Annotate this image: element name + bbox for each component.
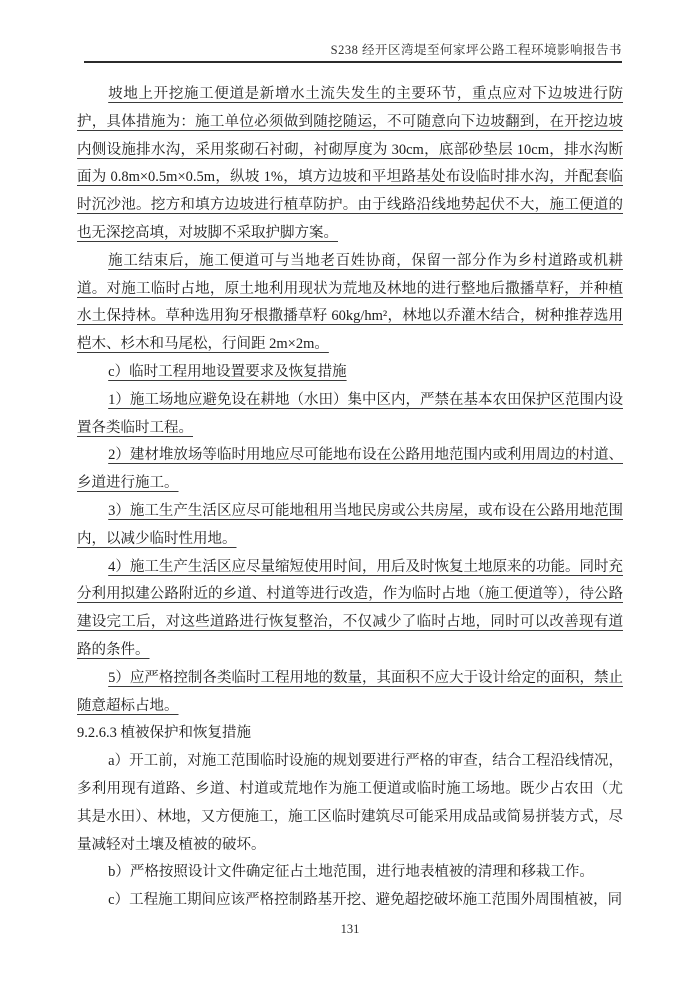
paragraph: c）临时工程用地设置要求及恢复措施 (108, 363, 347, 380)
paragraph: 5）应严格控制各类临时工程用地的数量，其面积不应大于设计给定的面积，禁止随意超标占地。 (77, 669, 623, 714)
paragraph: 施工结束后，施工便道可与当地老百姓协商，保留一部分作为乡村道路或机耕道。对施工临时占地，原土地利用现状为荒地及林地的进行整地后撒播草籽，并种植水土保持林。草种选用狗牙根撒播草籽 60kg/hm²，林地以乔灌木结合，树种推荐选用桤木、杉木和马尾松，行间距 2m×2m。 (77, 252, 623, 353)
paragraph: c）工程施工期间应该严格控制路基开挖、避免超挖破坏施工范围外周围植被，同 (108, 892, 623, 909)
section-heading: 9.2.6.3 植被保护和恢复措施 (77, 725, 251, 742)
paragraph: 3）施工生产生活区应尽可能地租用当地民房或公共房屋，或布设在公路用地范围内，以减少临时性用地。 (77, 502, 623, 547)
paragraph: b）严格按照设计文件确定征占土地范围，进行地表植被的清理和移栽工作。 (108, 864, 594, 881)
document-body (77, 81, 623, 915)
paragraph: 4）施工生产生活区应尽量缩短使用时间，用后及时恢复土地原来的功能。同时充分利用拟建公路附近的乡道、村道等进行改造，作为临时占地（施工便道等），待公路建设完工后，对这些道路进行恢复整治，不仅减少了临时占地，同时可以改善现有道路的条件。 (77, 558, 623, 658)
paragraph: 坡地上开挖施工便道是新增水土流失发生的主要环节，重点应对下边坡进行防护，具体措施为：施工单位必须做到随挖随运，不可随意向下边坡翻到，在开挖边坡内侧设施排水沟，采用浆砌石衬砌，衬砌厚度为 30cm，底部砂垫层 10cm，排水沟断面为 0.8m×0.5m×0.5m，纵坡 1%，填方边坡和平坦路基处布设临时排水沟，并配套临时沉沙池。挖方和填方边坡进行植草防护。由于线路沿线地势起伏不大，施工便道的也无深挖高填，对坡脚不采取护脚方案。 (77, 86, 623, 241)
paragraph: 1）施工场地应避免设在耕地（水田）集中区内，严禁在基本农田保护区范围内设置各类临时工程。 (77, 391, 623, 436)
paragraph: 2）建材堆放场等临时用地应尽可能地布设在公路用地范围内或利用周边的村道、乡道进行施工。 (77, 447, 623, 492)
header-rule (84, 61, 622, 63)
page-number: 131 (340, 922, 360, 936)
paragraph: a）开工前，对施工范围临时设施的规划要进行严格的审查，结合工程沿线情况，多利用现有道路、乡道、村道或荒地作为施工便道或临时施工场地。既少占农田（尤其是水田）、林地，又方便施工，施工区临时建筑尽可能采用成品或简易拼装方式，尽量减轻对土壤及植被的破坏。 (77, 753, 623, 853)
page-header (84, 40, 622, 58)
header-title: S238 经开区湾堤至何家坪公路工程环境影响报告书 (330, 43, 622, 57)
